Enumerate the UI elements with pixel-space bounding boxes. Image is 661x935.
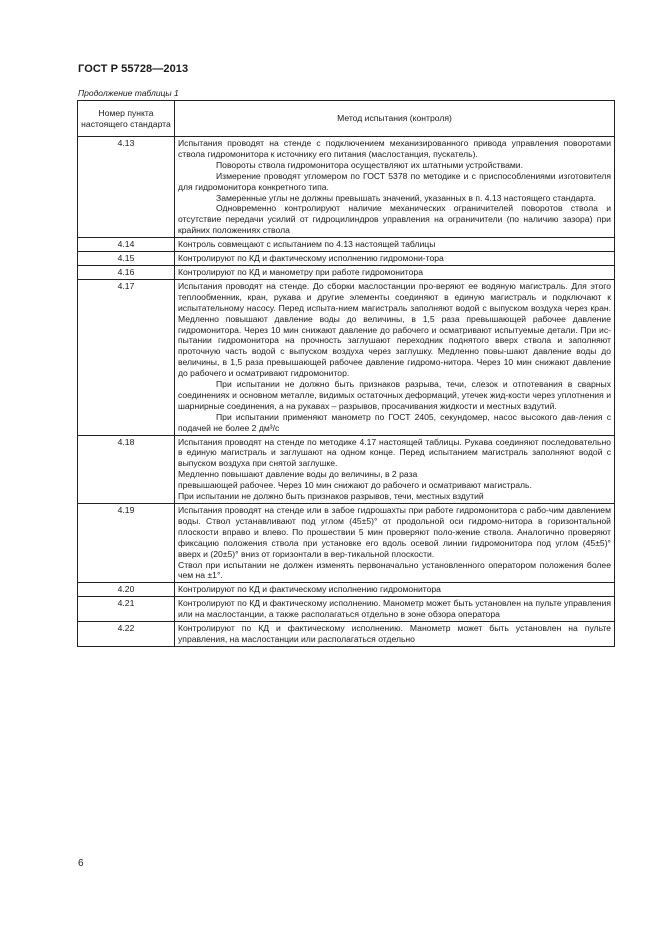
row-method-text	[175, 238, 615, 252]
header-item-number: Номер пункта настоящего стандарта	[78, 101, 175, 137]
table-row	[78, 622, 615, 647]
row-item-number: 4.19	[78, 504, 175, 583]
header-method: Метод испытания (контроля)	[175, 101, 615, 137]
row-method-text	[175, 137, 615, 238]
table-row	[78, 435, 615, 503]
row-method-text	[175, 504, 615, 583]
table-header-row	[78, 101, 615, 137]
method-paragraph: При испытании применяют манометр по ГОСТ 2405, секундомер, насос высокого дав-ления с подачей не более 2 дм³/с	[178, 411, 611, 433]
table-row	[78, 238, 615, 252]
row-method-text	[175, 622, 615, 647]
row-method-text	[175, 265, 615, 279]
method-paragraph: Контролируют по КД и фактическому исполнению. Манометр может быть установлен на пульте управления или на маслостанции, а также располагаться отдельно в зоне обзора оператора	[178, 598, 611, 620]
table-row	[78, 583, 615, 597]
method-paragraph: Ствол при испытании не должен изменять первоначально установленного оператором положения более чем на ±1°.	[178, 559, 611, 581]
row-item-number: 4.15	[78, 252, 175, 266]
method-paragraph: Контролируют по КД и фактическому исполнению гидромони-тора	[178, 253, 444, 264]
method-paragraph: Контролируют по КД и манометру при работе гидромонитора	[178, 266, 423, 277]
row-item-number: 4.13	[78, 137, 175, 238]
row-item-number: 4.22	[78, 622, 175, 647]
table-row	[78, 597, 615, 622]
document-code: ГОСТ Р 55728—2013	[78, 63, 189, 75]
method-paragraph: Одновременно контролируют наличие механических ограничителей поворотов ствола и отсутствие передачи усилий от гидроцилиндров управления на ограничители (по наличию зазора) при крайних положениях ствола	[178, 203, 611, 236]
method-paragraph: При испытании не должно быть признаков разрыва, течи, слезок и отпотевания в сварных соединениях и основном металле, видимых остаточных деформаций, утечек жид-кости через уплотнения и шарнирные соединения, а на рукавах – разрывов, просачивания жидкости и местных вздутий.	[178, 379, 611, 411]
method-paragraph: Замеренные углы не должны превышать значений, указанных в п. 4.13 настоящего стандарта.	[216, 192, 596, 203]
method-paragraph: Испытания проводят на стенде или в забое гидрошахты при работе гидромонитора с рабо-чим давлением воды. Ствол устанавливают под углом (45±5)° от продольной оси гидромо-нитора в горизонтальной плоскости вправо и влево. По прошествии 5 мин проверяют поло-жение ствола. Аналогично проверяют фиксацию положения ствола при установке его вдоль осевой линии гидромонитора под углом (45±5)° вверх и (20±5)° вниз от горизонтали в вер-тикальной плоскости.	[178, 505, 611, 559]
row-item-number: 4.20	[78, 583, 175, 597]
method-paragraph: Испытания проводят на стенде по методике 4.17 настоящей таблицы. Рукава соединяют последовательно в единую магистраль и заглушают на одном конце. Перед испытанием магистраль заполняют водой с выпуском воздуха при снятой заглушке.	[178, 436, 611, 469]
table-row	[78, 137, 615, 238]
table-row	[78, 265, 615, 279]
table-row	[78, 252, 615, 266]
row-method-text	[175, 279, 615, 435]
table-body	[78, 137, 615, 647]
method-paragraph: Испытания проводят на стенде с подключением механизированного привода управления поворотами ствола гидромонитора к источнику его питания (маслостанция, пускатель).	[178, 138, 611, 159]
row-item-number: 4.21	[78, 597, 175, 622]
row-method-text	[175, 583, 615, 597]
method-paragraph: Контролируют по КД и фактическому исполнению гидромонитора	[178, 584, 441, 595]
row-method-text	[175, 597, 615, 622]
method-paragraph: Испытания проводят на стенде. До сборки маслостанции про-веряют ее водяную магистраль. Для этого теплообменник, кран, рукава и другие элементы соединяют в единую магистраль и подключают к испытательному насосу. Перед испыта-нием магистраль заполняют водой с выпуском воздуха через кран. Медленно повышают давление воды до величины, в 1,5 раза превышающей рабочее давление гидромонитора. Через 10 мин снижают давление до рабочего и осматривают испытуемые детали. При ис-пытании гидромонитора на прочность заглушают переходник поднятого вверх ствола и заполняют проточную часть водой с выпуском воздуха через заглушку. Медленно повы-шают давление воды до величины, в 1,5 раза превышающей рабочее давление гидромо-нитора. Через 10 мин снижают давление до рабочего и осматривают гидромонитор.	[178, 280, 611, 379]
table-row	[78, 279, 615, 435]
method-paragraph: Повороты ствола гидромонитора осуществляют их штатными устройствами.	[216, 159, 523, 170]
row-item-number: 4.17	[78, 279, 175, 435]
method-paragraph: превышающей рабочее. Через 10 мин снижают до рабочего и осматривают магистраль.	[178, 480, 532, 491]
table-row	[78, 504, 615, 583]
method-paragraph: Контролируют по КД и фактическому исполнению. Манометр может быть установлен на пульте управления, на маслостанции или располагаться отдельно	[178, 623, 611, 644]
page-number: 6	[78, 858, 84, 869]
table-continuation-caption: Продолжение таблицы 1	[78, 88, 179, 98]
method-paragraph: Контроль совмещают с испытанием по 4.13 настоящей таблицы	[178, 239, 436, 250]
row-item-number: 4.16	[78, 265, 175, 279]
method-paragraph: Медленно повышают давление воды до величины, в 2 раза	[178, 469, 418, 480]
row-method-text	[175, 435, 615, 503]
row-item-number: 4.18	[78, 435, 175, 503]
methods-table	[77, 100, 615, 647]
method-paragraph: При испытании не должно быть признаков разрывов, течи, местных вздутий	[178, 491, 484, 502]
row-item-number: 4.14	[78, 238, 175, 252]
method-paragraph: Измерение проводят угломером по ГОСТ 5378 по методике и с приспособлениями изготовителя для гидромонитора конкретного типа.	[178, 170, 611, 192]
row-method-text	[175, 252, 615, 266]
